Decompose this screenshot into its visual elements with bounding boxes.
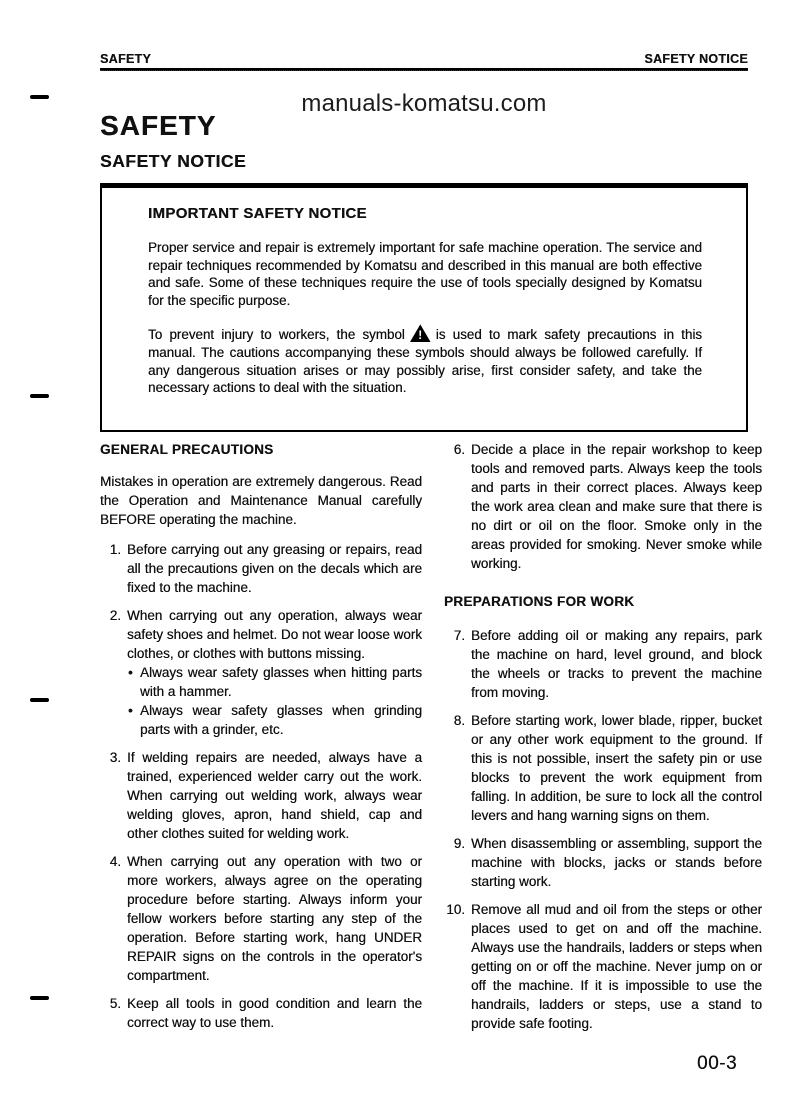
- list-item-9: [444, 834, 762, 891]
- item-number: 5.: [109, 996, 121, 1011]
- item-number: 1.: [109, 542, 121, 557]
- item-text: When carrying out any operation with two or more workers, always agree on the operating procedure before starting. Always inform your fellow workers before starting any step of the operation. Before starting work, hang UNDER REPAIR signs on the controls in the operator's compartment.: [127, 854, 422, 983]
- item-number: 4.: [109, 854, 121, 869]
- binding-mark: [30, 698, 49, 702]
- list-item-3: [100, 748, 422, 843]
- header-left-label: SAFETY: [100, 52, 152, 66]
- left-column: [100, 440, 422, 1041]
- warning-triangle-icon: [410, 324, 431, 342]
- list-item-10: [444, 900, 762, 1033]
- header-rule: [100, 68, 748, 71]
- item-number: 2.: [109, 608, 121, 623]
- item-number: 7.: [453, 628, 465, 643]
- bullet-item: • Always wear safety glasses when hitting parts with a hammer.: [127, 663, 422, 701]
- item-number: 6.: [453, 442, 465, 457]
- item-number: 8.: [453, 713, 465, 728]
- general-intro: Mistakes in operation are extremely dangerous. Read the Operation and Maintenance Manual carefully BEFORE operating the machine.: [100, 474, 422, 527]
- item-text: Before adding oil or making any repairs, park the machine on hard, level ground, and block the wheels or tracks to prevent the machine from moving.: [471, 628, 762, 700]
- running-header: [100, 52, 748, 66]
- binding-mark: [30, 95, 49, 99]
- item-text: Before starting work, lower blade, ripper, bucket or any other work equipment to the ground. If this is not possible, insert the safety pin or use blocks to prevent the work equipment from falling. In addition, be sure to lock all the control levers and hang warning signs on them.: [471, 713, 762, 823]
- page-number: 00-3: [697, 1053, 738, 1074]
- page-title: SAFETY: [100, 110, 217, 141]
- important-notice-box: [100, 183, 748, 432]
- item-text: Remove all mud and oil from the steps or other places used to get on and off the machine. Always use the handrails, ladders or steps when getting on or off the machine. Never jump on or off the machine. If it is impossible to use the handrails, ladders or steps, use a stand to provide safe footing.: [471, 902, 762, 1031]
- binding-mark: [30, 996, 49, 1000]
- list-item-5: [100, 994, 422, 1032]
- watermark: manuals-komatsu.com: [301, 90, 547, 117]
- list-item-4: [100, 852, 422, 985]
- section-heading-preparations-for-work: PREPARATIONS FOR WORK: [444, 594, 635, 609]
- notice-paragraph-1: Proper service and repair is extremely important for safe machine operation. The service and repair techniques recommended by Komatsu and described in this manual are both effective and safe. Some of these techniques require the use of tools specially designed by Komatsu for the specific purpose.: [148, 240, 702, 308]
- list-item-7: [444, 626, 762, 702]
- item-number: 10.: [446, 902, 465, 917]
- page-subtitle: SAFETY NOTICE: [100, 151, 247, 171]
- header-right-label: SAFETY NOTICE: [644, 52, 748, 66]
- item-text: If welding repairs are needed, always have a trained, experienced welder carry out the work. When carrying out welding work, always wear welding gloves, apron, hand shield, cap and other clothes suited for welding work.: [127, 750, 422, 841]
- list-item-1: [100, 540, 422, 597]
- list-item-6: [444, 440, 762, 573]
- notice-heading: IMPORTANT SAFETY NOTICE: [148, 205, 367, 222]
- item-number: 9.: [453, 836, 465, 851]
- item-text: When disassembling or assembling, support the machine with blocks, jacks or stands before starting work.: [471, 836, 762, 889]
- binding-mark: [30, 394, 49, 398]
- right-column: [444, 440, 762, 1042]
- item-text: When carrying out any operation, always wear safety shoes and helmet. Do not wear loose work clothes, or clothes with buttons missing.: [127, 608, 422, 661]
- notice-paragraph-2-before: To prevent injury to workers, the symbol: [148, 327, 405, 343]
- item-number: 3.: [109, 750, 121, 765]
- bullet-item: • Always wear safety glasses when grinding parts with a grinder, etc.: [127, 701, 422, 739]
- item-text: Decide a place in the repair workshop to keep tools and removed parts. Always keep the tools and parts in their correct places. Always keep the work area clean and make sure that there is no dirt or oil on the floor. Smoke only in the areas provided for smoking. Never smoke while working.: [471, 442, 762, 571]
- list-item-8: [444, 711, 762, 825]
- item-text: Keep all tools in good condition and learn the correct way to use them.: [127, 996, 422, 1030]
- notice-paragraph-2-after: is used to mark safety precautions in this manual. The cautions accompanying these symbols should always be followed carefully. If any dangerous situation arises or may possibly arise, first consider safety, and take the necessary actions to deal with the situation.: [148, 327, 703, 396]
- notice-paragraph-2: [148, 324, 702, 396]
- list-item-2: [100, 606, 422, 739]
- section-heading-general-precautions: GENERAL PRECAUTIONS: [100, 442, 274, 457]
- item-text: Before carrying out any greasing or repairs, read all the precautions given on the decals which are fixed to the machine.: [127, 542, 422, 595]
